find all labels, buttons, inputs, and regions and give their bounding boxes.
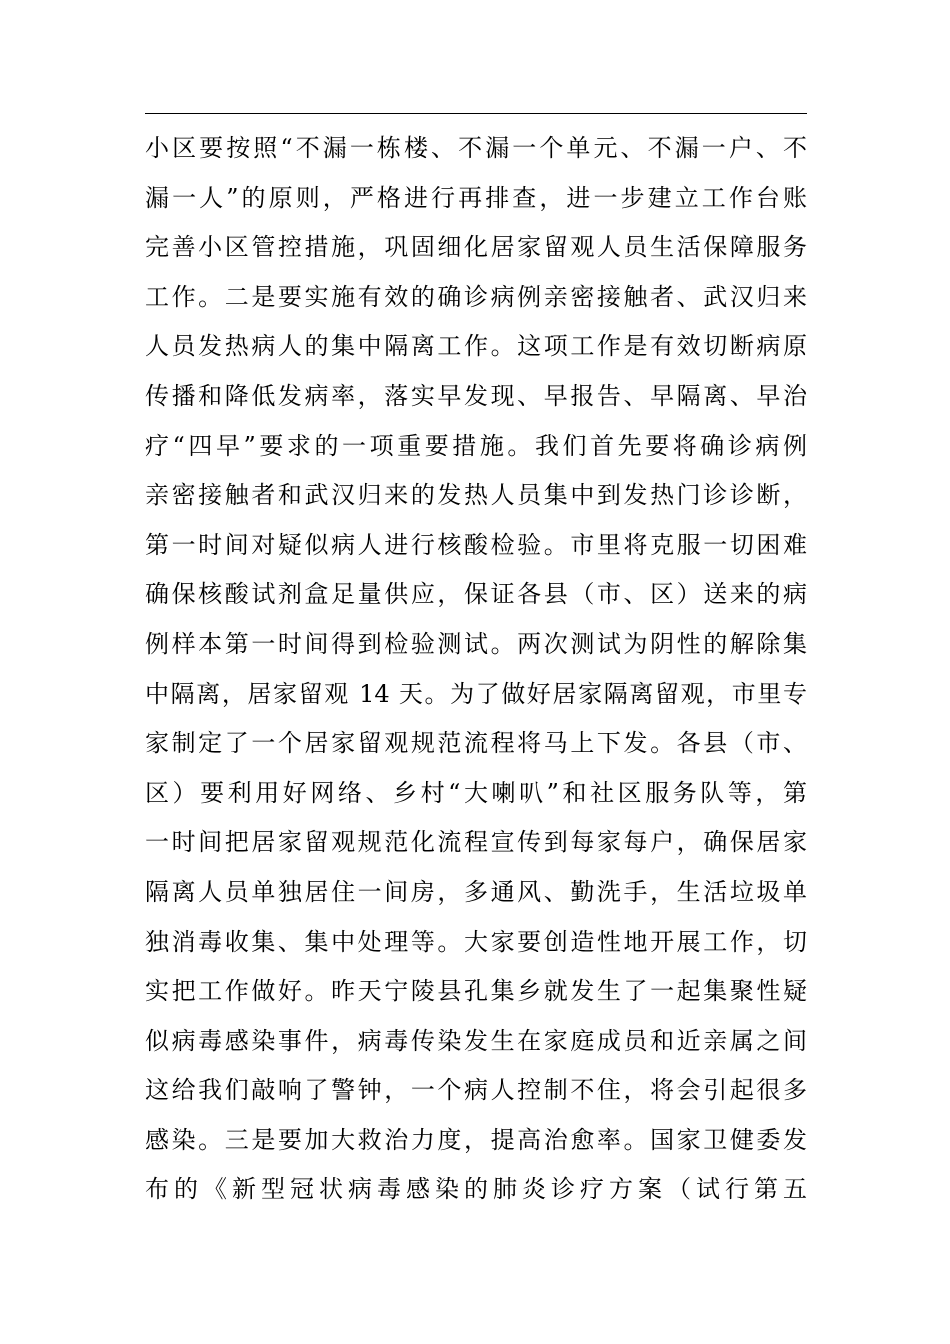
text-line: 确保核酸试剂盒足量供应，保证各县（市、区）送来的病 [145, 580, 807, 609]
text-line: 漏一人”的原则，严格进行再排查，进一步建立工作台账 [145, 183, 807, 212]
text-line: 第一时间对疑似病人进行核酸检验。市里将克服一切困难 [145, 530, 807, 559]
text-line: 一时间把居家留观规范化流程宣传到每家每户，确保居家 [145, 828, 807, 857]
text-line: 亲密接触者和武汉归来的发热人员集中到发热门诊诊断， [145, 481, 807, 510]
text-line: 人员发热病人的集中隔离工作。这项工作是有效切断病原 [145, 332, 807, 361]
text-line: 传播和降低发病率，落实早发现、早报告、早隔离、早治 [145, 381, 807, 410]
text-line: 例样本第一时间得到检验测试。两次测试为阴性的解除集 [145, 629, 807, 658]
text-line: 疗“四早”要求的一项重要措施。我们首先要将确诊病例 [145, 431, 807, 460]
header-rule [145, 113, 807, 114]
text-line: 小区要按照“不漏一栋楼、不漏一个单元、不漏一户、不 [145, 134, 807, 162]
text-line: 区）要利用好网络、乡村“大喇叭”和社区服务队等，第 [145, 778, 807, 807]
text-line: 似病毒感染事件，病毒传染发生在家庭成员和近亲属之间 [145, 1026, 807, 1055]
text-line: 布的《新型冠状病毒感染的肺炎诊疗方案（试行第五 [145, 1175, 807, 1204]
text-line: 工作。二是要实施有效的确诊病例亲密接触者、武汉归来 [145, 282, 807, 311]
text-line: 家制定了一个居家留观规范流程将马上下发。各县（市、 [145, 729, 807, 758]
text-line: 独消毒收集、集中处理等。大家要创造性地开展工作，切 [145, 927, 807, 956]
text-line: 隔离人员单独居住一间房，多通风、勤洗手，生活垃圾单 [145, 877, 807, 906]
text-line: 实把工作做好。昨天宁陵县孔集乡就发生了一起集聚性疑 [145, 977, 807, 1006]
body-text [145, 124, 807, 1215]
text-line: 完善小区管控措施，巩固细化居家留观人员生活保障服务 [145, 233, 807, 262]
text-line: 中隔离，居家留观 14 天。为了做好居家隔离留观，市里专 [145, 679, 807, 708]
text-line: 这给我们敲响了警钟，一个病人控制不住，将会引起很多 [145, 1076, 807, 1105]
text-line: 感染。三是要加大救治力度，提高治愈率。国家卫健委发 [145, 1125, 807, 1154]
